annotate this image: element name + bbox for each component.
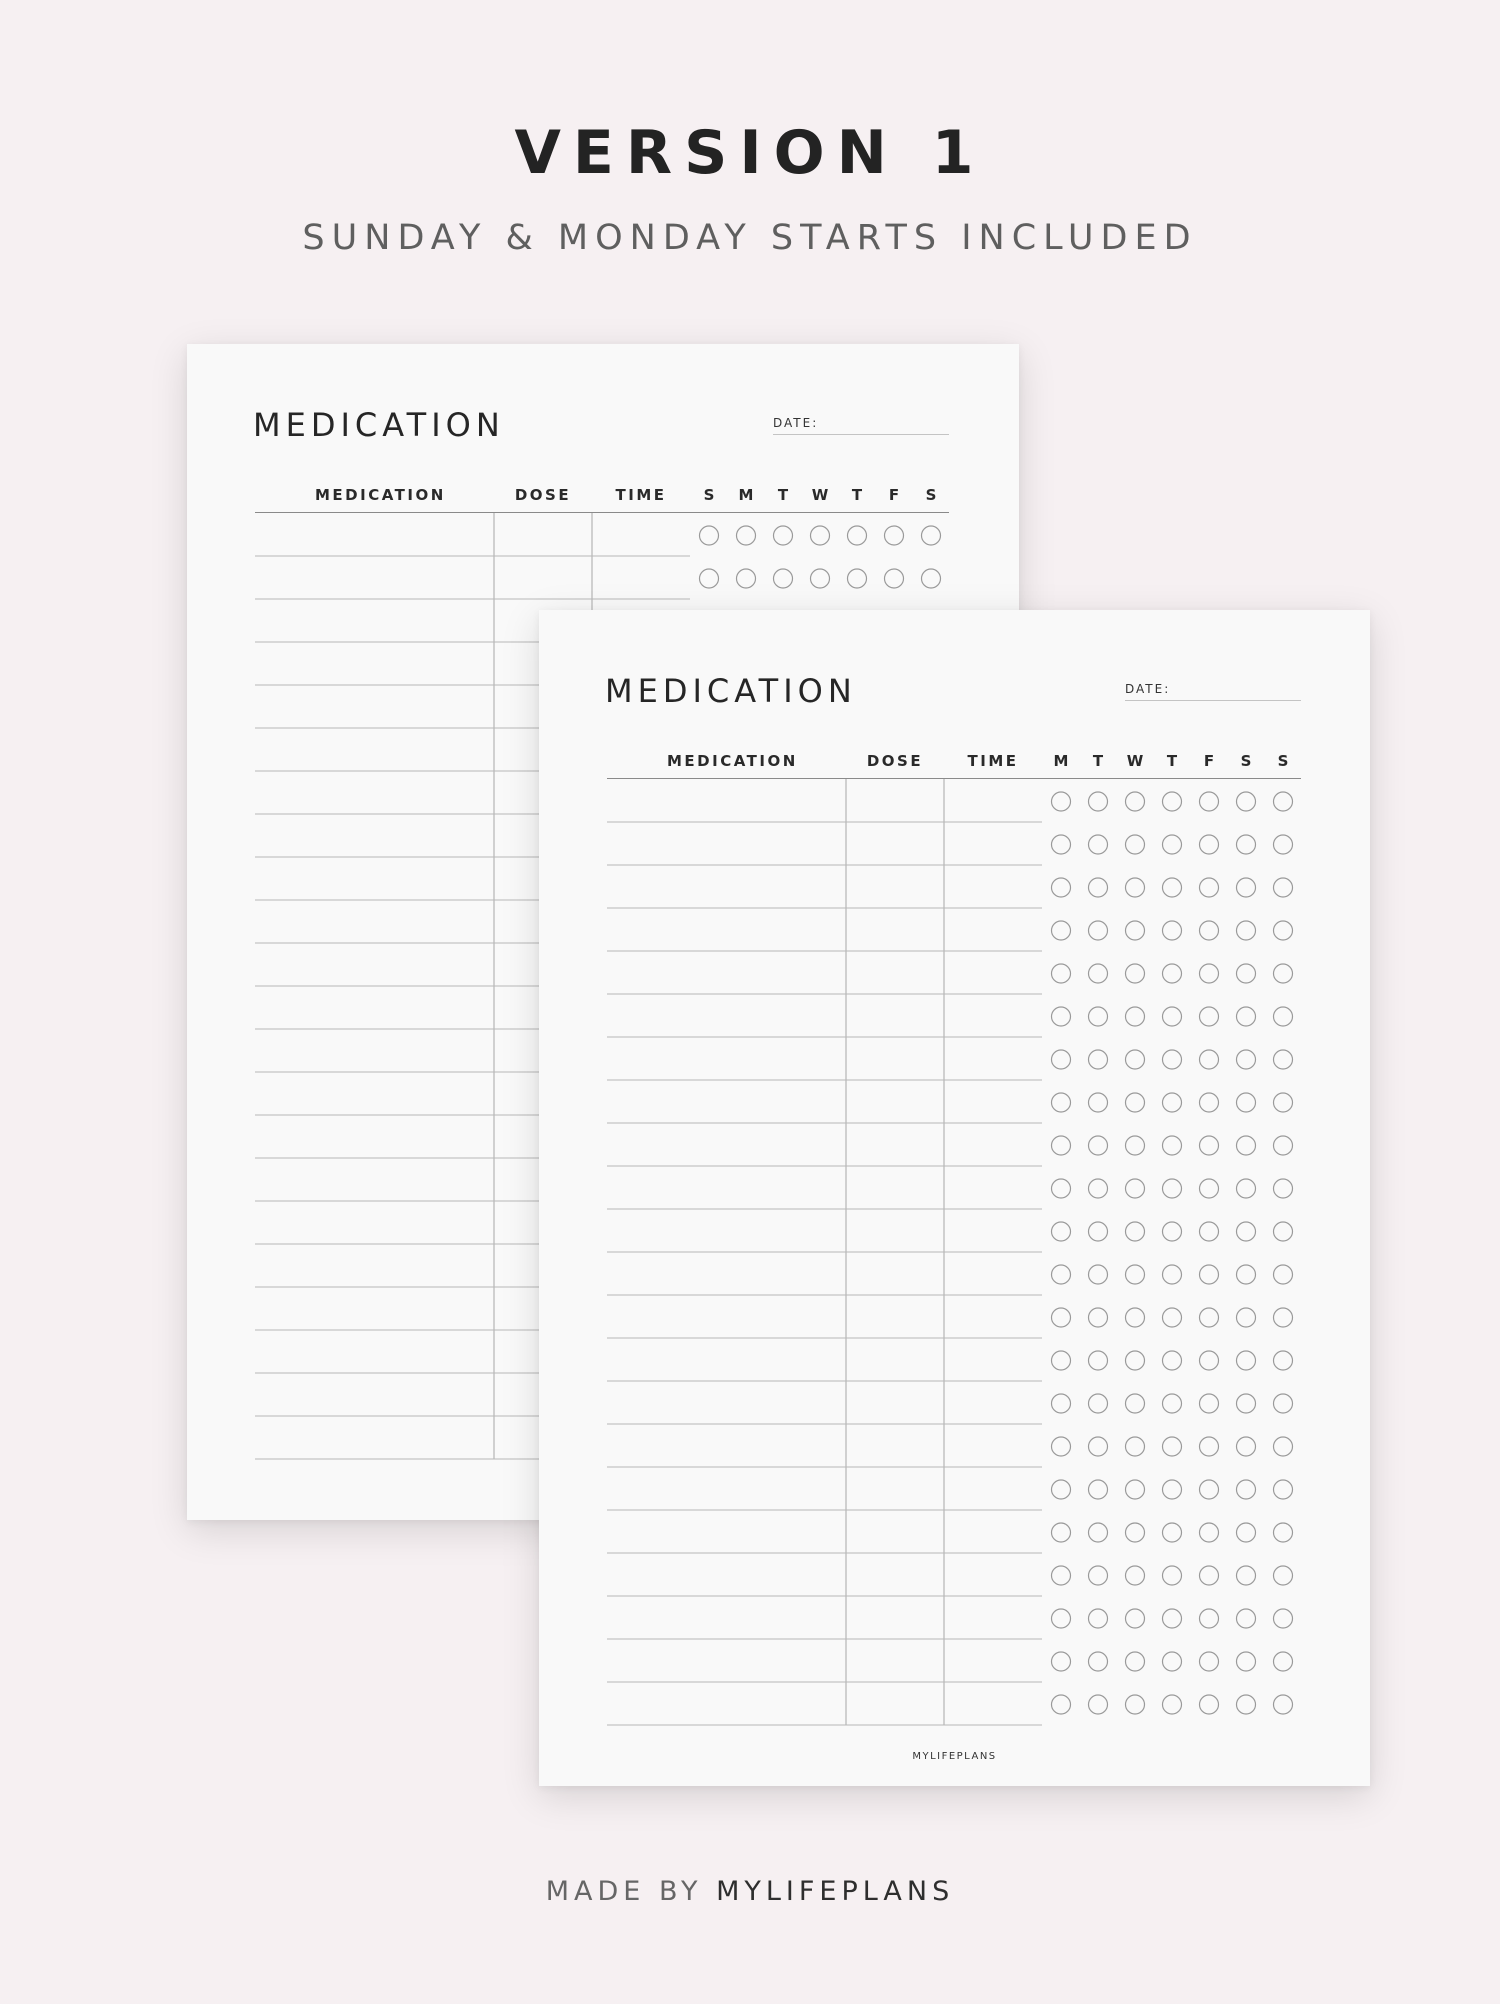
dose-check-circle <box>1052 1652 1071 1671</box>
dose-check-circle <box>848 569 867 588</box>
dose-check-circle <box>1237 1437 1256 1456</box>
dose-check-circle <box>1200 792 1219 811</box>
dose-check-circle <box>1237 1480 1256 1499</box>
column-header-time: TIME <box>615 486 667 504</box>
dose-check-circle <box>1052 878 1071 897</box>
dose-check-circle <box>1200 1652 1219 1671</box>
dose-check-circle <box>1237 1523 1256 1542</box>
dose-check-circle <box>1126 1265 1145 1284</box>
day-header: T <box>851 486 863 504</box>
sheet-footer-brand: MYLIFEPLANS <box>912 1751 997 1762</box>
dose-check-circle <box>922 569 941 588</box>
dose-check-circle <box>1274 1437 1293 1456</box>
dose-check-circle <box>1052 1050 1071 1069</box>
dose-check-circle <box>1200 1179 1219 1198</box>
subheadline: SUNDAY & MONDAY STARTS INCLUDED <box>302 218 1198 258</box>
dose-check-circle <box>1237 1265 1256 1284</box>
dose-check-circle <box>1052 1609 1071 1628</box>
dose-check-circle <box>1274 1695 1293 1714</box>
dose-check-circle <box>1126 1609 1145 1628</box>
dose-check-circle <box>1089 1480 1108 1499</box>
dose-check-circle <box>1274 1050 1293 1069</box>
dose-check-circle <box>1163 1007 1182 1026</box>
dose-check-circle <box>1126 1179 1145 1198</box>
dose-check-circle <box>1089 1265 1108 1284</box>
dose-check-circle <box>700 526 719 545</box>
dose-check-circle <box>1052 1136 1071 1155</box>
dose-check-circle <box>1089 1093 1108 1112</box>
dose-check-circle <box>1052 1695 1071 1714</box>
column-header-time: TIME <box>967 752 1019 770</box>
dose-check-circle <box>1163 1136 1182 1155</box>
dose-check-circle <box>1200 964 1219 983</box>
dose-check-circle <box>774 526 793 545</box>
dose-check-circle <box>1052 1179 1071 1198</box>
dose-check-circle <box>848 526 867 545</box>
dose-check-circle <box>1052 1007 1071 1026</box>
dose-check-circle <box>1200 1566 1219 1585</box>
day-header: M <box>738 486 754 504</box>
dose-check-circle <box>1200 1093 1219 1112</box>
dose-check-circle <box>1200 1007 1219 1026</box>
dose-check-circle <box>1274 921 1293 940</box>
dose-check-circle <box>1237 878 1256 897</box>
day-header: S <box>1240 752 1252 770</box>
dose-check-circle <box>1237 1609 1256 1628</box>
dose-check-circle <box>1274 1179 1293 1198</box>
day-header: F <box>1203 752 1215 770</box>
dose-check-circle <box>1237 1222 1256 1241</box>
dose-check-circle <box>1237 1652 1256 1671</box>
dose-check-circle <box>1237 792 1256 811</box>
dose-check-circle <box>737 526 756 545</box>
dose-check-circle <box>1052 1566 1071 1585</box>
dose-check-circle <box>1274 1652 1293 1671</box>
headline: VERSION 1 <box>514 118 986 188</box>
dose-check-circle <box>1274 1093 1293 1112</box>
dose-check-circle <box>774 569 793 588</box>
dose-check-circle <box>1163 1566 1182 1585</box>
column-header-medication: MEDICATION <box>315 486 446 504</box>
day-header: W <box>1126 752 1144 770</box>
planner-sheet-monday-start <box>539 610 1370 1786</box>
dose-check-circle <box>1274 1007 1293 1026</box>
dose-check-circle <box>1200 1136 1219 1155</box>
dose-check-circle <box>1163 1265 1182 1284</box>
dose-check-circle <box>1237 1566 1256 1585</box>
day-header: M <box>1053 752 1069 770</box>
dose-check-circle <box>1200 835 1219 854</box>
day-header: T <box>1166 752 1178 770</box>
dose-check-circle <box>1089 1394 1108 1413</box>
dose-check-circle <box>1089 964 1108 983</box>
dose-check-circle <box>1163 1050 1182 1069</box>
dose-check-circle <box>1163 878 1182 897</box>
dose-check-circle <box>1089 1609 1108 1628</box>
dose-check-circle <box>1089 1007 1108 1026</box>
dose-check-circle <box>922 526 941 545</box>
dose-check-circle <box>1089 1652 1108 1671</box>
dose-check-circle <box>1163 1394 1182 1413</box>
dose-check-circle <box>1163 964 1182 983</box>
dose-check-circle <box>1163 1480 1182 1499</box>
dose-check-circle <box>1089 1566 1108 1585</box>
dose-check-circle <box>1163 1523 1182 1542</box>
day-header: T <box>1092 752 1104 770</box>
dose-check-circle <box>1126 1523 1145 1542</box>
dose-check-circle <box>1274 1222 1293 1241</box>
dose-check-circle <box>1237 921 1256 940</box>
dose-check-circle <box>1089 835 1108 854</box>
dose-check-circle <box>1237 1050 1256 1069</box>
dose-check-circle <box>1274 792 1293 811</box>
dose-check-circle <box>1200 1222 1219 1241</box>
dose-check-circle <box>1126 1480 1145 1499</box>
dose-check-circle <box>1126 1222 1145 1241</box>
sheet-title: MEDICATION <box>605 672 857 710</box>
dose-check-circle <box>1089 1437 1108 1456</box>
dose-check-circle <box>1274 1351 1293 1370</box>
dose-check-circle <box>1163 1437 1182 1456</box>
day-header: S <box>925 486 937 504</box>
dose-check-circle <box>1089 792 1108 811</box>
dose-check-circle <box>1126 1136 1145 1155</box>
dose-check-circle <box>1052 1308 1071 1327</box>
footer-brand: MYLIFEPLANS <box>716 1876 955 1907</box>
medication-grid <box>539 610 1370 1786</box>
dose-check-circle <box>1052 1222 1071 1241</box>
dose-check-circle <box>1126 1351 1145 1370</box>
dose-check-circle <box>1163 1308 1182 1327</box>
dose-check-circle <box>1163 1351 1182 1370</box>
date-label: DATE: <box>773 416 819 430</box>
dose-check-circle <box>1200 1609 1219 1628</box>
dose-check-circle <box>1163 1652 1182 1671</box>
dose-check-circle <box>1274 1136 1293 1155</box>
dose-check-circle <box>1126 1093 1145 1112</box>
dose-check-circle <box>885 526 904 545</box>
dose-check-circle <box>1089 1308 1108 1327</box>
dose-check-circle <box>1237 835 1256 854</box>
day-header: T <box>777 486 789 504</box>
dose-check-circle <box>1126 1437 1145 1456</box>
dose-check-circle <box>1163 835 1182 854</box>
dose-check-circle <box>1274 1523 1293 1542</box>
dose-check-circle <box>1163 921 1182 940</box>
dose-check-circle <box>1052 1394 1071 1413</box>
dose-check-circle <box>1126 792 1145 811</box>
dose-check-circle <box>811 569 830 588</box>
dose-check-circle <box>1163 1695 1182 1714</box>
dose-check-circle <box>1126 1652 1145 1671</box>
dose-check-circle <box>1126 878 1145 897</box>
dose-check-circle <box>1200 1437 1219 1456</box>
date-label: DATE: <box>1125 682 1171 696</box>
dose-check-circle <box>1237 1695 1256 1714</box>
dose-check-circle <box>1089 1351 1108 1370</box>
dose-check-circle <box>1126 1007 1145 1026</box>
dose-check-circle <box>811 526 830 545</box>
column-header-medication: MEDICATION <box>667 752 798 770</box>
dose-check-circle <box>1089 921 1108 940</box>
dose-check-circle <box>1163 792 1182 811</box>
dose-check-circle <box>1274 878 1293 897</box>
dose-check-circle <box>1200 1394 1219 1413</box>
dose-check-circle <box>1200 1523 1219 1542</box>
dose-check-circle <box>1274 1480 1293 1499</box>
sheet-title: MEDICATION <box>253 406 505 444</box>
dose-check-circle <box>1052 835 1071 854</box>
dose-check-circle <box>1200 1351 1219 1370</box>
dose-check-circle <box>1126 835 1145 854</box>
dose-check-circle <box>1237 1093 1256 1112</box>
dose-check-circle <box>1052 1265 1071 1284</box>
dose-check-circle <box>1274 835 1293 854</box>
dose-check-circle <box>1052 964 1071 983</box>
dose-check-circle <box>885 569 904 588</box>
dose-check-circle <box>1052 1093 1071 1112</box>
dose-check-circle <box>737 569 756 588</box>
dose-check-circle <box>1052 1437 1071 1456</box>
column-header-dose: DOSE <box>866 752 924 770</box>
dose-check-circle <box>1126 964 1145 983</box>
dose-check-circle <box>1237 1394 1256 1413</box>
dose-check-circle <box>1237 1007 1256 1026</box>
dose-check-circle <box>1200 1308 1219 1327</box>
dose-check-circle <box>1200 1265 1219 1284</box>
dose-check-circle <box>1089 1222 1108 1241</box>
dose-check-circle <box>1200 921 1219 940</box>
dose-check-circle <box>1237 1136 1256 1155</box>
dose-check-circle <box>1052 792 1071 811</box>
footer-prefix: MADE BY <box>545 1876 703 1907</box>
dose-check-circle <box>1163 1179 1182 1198</box>
dose-check-circle <box>1126 1308 1145 1327</box>
dose-check-circle <box>1089 878 1108 897</box>
dose-check-circle <box>1089 1050 1108 1069</box>
dose-check-circle <box>1200 1480 1219 1499</box>
dose-check-circle <box>1274 1265 1293 1284</box>
dose-check-circle <box>1089 1695 1108 1714</box>
dose-check-circle <box>1163 1222 1182 1241</box>
dose-check-circle <box>1237 1179 1256 1198</box>
dose-check-circle <box>1274 964 1293 983</box>
dose-check-circle <box>1274 1394 1293 1413</box>
footer-credit <box>0 1876 1500 1907</box>
dose-check-circle <box>1126 1695 1145 1714</box>
dose-check-circle <box>1274 1308 1293 1327</box>
day-header: S <box>1277 752 1289 770</box>
dose-check-circle <box>1200 878 1219 897</box>
dose-check-circle <box>1052 921 1071 940</box>
dose-check-circle <box>1237 964 1256 983</box>
dose-check-circle <box>1200 1695 1219 1714</box>
dose-check-circle <box>1200 1050 1219 1069</box>
dose-check-circle <box>1052 1480 1071 1499</box>
dose-check-circle <box>1163 1609 1182 1628</box>
dose-check-circle <box>700 569 719 588</box>
dose-check-circle <box>1126 921 1145 940</box>
day-header: W <box>811 486 829 504</box>
dose-check-circle <box>1089 1136 1108 1155</box>
dose-check-circle <box>1274 1566 1293 1585</box>
dose-check-circle <box>1163 1093 1182 1112</box>
day-header: F <box>888 486 900 504</box>
dose-check-circle <box>1237 1351 1256 1370</box>
dose-check-circle <box>1052 1523 1071 1542</box>
dose-check-circle <box>1089 1179 1108 1198</box>
dose-check-circle <box>1237 1308 1256 1327</box>
dose-check-circle <box>1274 1609 1293 1628</box>
day-header: S <box>703 486 715 504</box>
dose-check-circle <box>1089 1523 1108 1542</box>
dose-check-circle <box>1126 1394 1145 1413</box>
column-header-dose: DOSE <box>514 486 572 504</box>
dose-check-circle <box>1126 1050 1145 1069</box>
dose-check-circle <box>1126 1566 1145 1585</box>
dose-check-circle <box>1052 1351 1071 1370</box>
